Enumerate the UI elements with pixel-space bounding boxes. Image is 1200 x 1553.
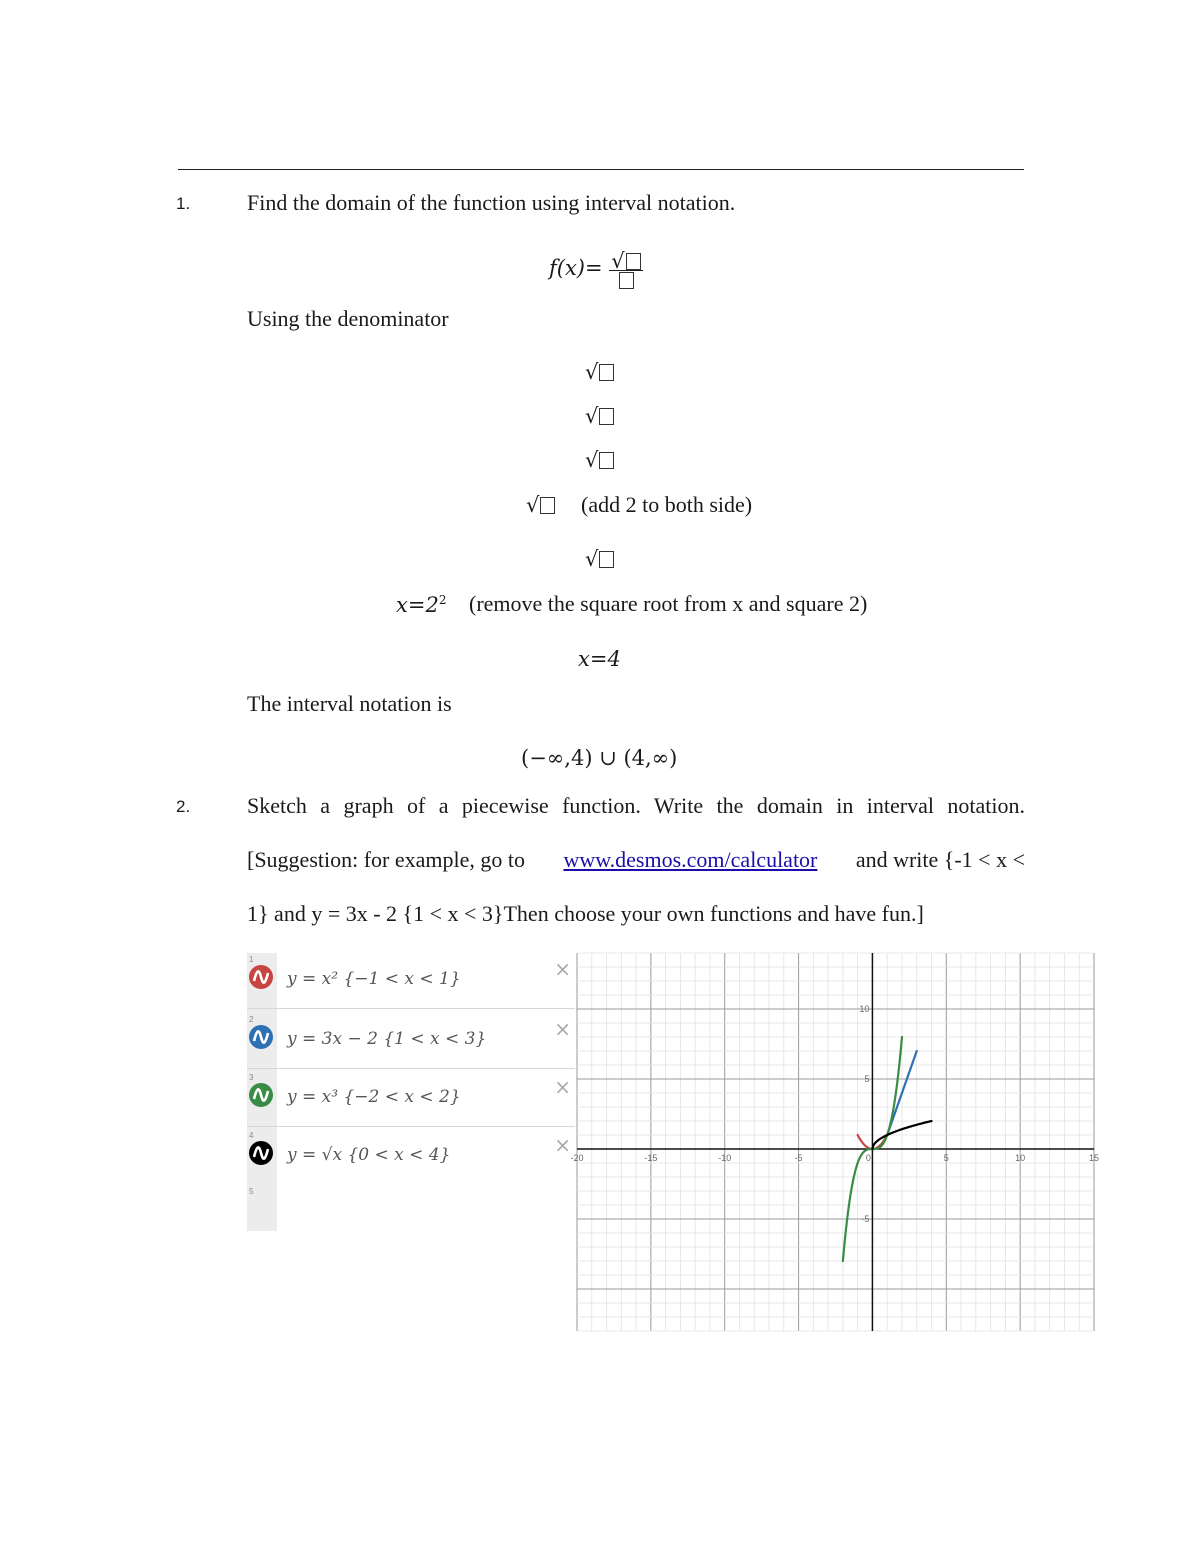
x-tick-label: 10 (1015, 1153, 1026, 1163)
step-6-base: x=2 (396, 593, 439, 617)
x-tick-label: 5 (943, 1153, 949, 1163)
expression-separator (247, 1126, 575, 1127)
expression-index: 3 (249, 1073, 254, 1082)
x-tick-label: -15 (644, 1153, 658, 1163)
empty-expression-index: 5 (249, 1187, 254, 1196)
suggestion-line-2: 1} and y = 3x - 2 {1 < x < 3}Then choose your own functions and have fun.] (247, 901, 924, 926)
delete-expression-icon[interactable]: × (554, 1017, 571, 1041)
expression-separator (247, 1008, 575, 1009)
y-tick-label: 5 (864, 1074, 870, 1084)
function-lhs: f(x)= (549, 256, 603, 280)
expression-separator (247, 1068, 575, 1069)
question-1-number: 1. (176, 194, 191, 213)
suggestion-post: and write {-1 < x < (855, 847, 1025, 872)
fraction-numerator: √ (609, 252, 642, 271)
step-6-exponent: 2 (438, 593, 447, 607)
x-tick-label: -20 (570, 1153, 584, 1163)
expression-row-4[interactable] (247, 1129, 575, 1185)
graph-toggle-icon[interactable] (249, 1083, 273, 1107)
y-tick-label: 10 (859, 1004, 870, 1014)
step-4-note: (add 2 to both side) (581, 492, 753, 517)
expression-index: 1 (249, 955, 254, 964)
step-3-radical: √ (585, 448, 614, 472)
graph-toggle-icon[interactable] (249, 1025, 273, 1049)
expression-row-3[interactable] (247, 1071, 575, 1127)
x-tick-label: 15 (1088, 1153, 1100, 1163)
step-6-equation (396, 593, 446, 617)
suggestion-line-1 (247, 847, 1025, 873)
y-tick-label: -5 (861, 1214, 870, 1224)
step-2-radical: √ (585, 404, 614, 428)
desmos-expression-panel (247, 953, 575, 1231)
expression-row-1[interactable] (247, 953, 575, 1009)
step-1-radical: √ (585, 360, 614, 384)
question-2-prompt: Sketch a graph of a piecewise function. Write the domain in interval notation. (247, 793, 1025, 818)
question-1-prompt: Find the domain of the function using interval notation. (247, 190, 736, 215)
header-rule (178, 169, 1024, 170)
function-fraction (609, 249, 642, 289)
step-7-equation: x=4 (578, 647, 621, 671)
delete-expression-icon[interactable]: × (554, 1133, 571, 1157)
x-tick-label: 0 (865, 1153, 871, 1163)
expression-index: 4 (249, 1131, 254, 1140)
x-tick-label: -10 (718, 1153, 732, 1163)
delete-expression-icon[interactable]: × (554, 1075, 571, 1099)
expression-text[interactable]: y = √x {0 < x < 4} (287, 1145, 451, 1165)
interval-intro-text: The interval notation is (247, 691, 452, 716)
graph-toggle-icon[interactable] (249, 1141, 273, 1165)
interval-answer: (−∞,4) ∪ (4,∞) (521, 746, 678, 770)
x-tick-label: -5 (794, 1153, 803, 1163)
expression-row-2[interactable] (247, 1013, 575, 1069)
expression-text[interactable]: y = x² {−1 < x < 1} (287, 969, 461, 989)
using-denominator-text: Using the denominator (247, 306, 449, 331)
delete-expression-icon[interactable]: × (554, 957, 571, 981)
step-5-radical: √ (585, 547, 614, 571)
expression-index: 2 (249, 1015, 254, 1024)
desmos-link[interactable]: www.desmos.com/calculator (563, 847, 818, 872)
expression-text[interactable]: y = x³ {−2 < x < 2} (287, 1087, 461, 1107)
suggestion-pre: [Suggestion: for example, go to (247, 847, 526, 872)
question-2-number: 2. (176, 797, 191, 816)
step-6-note: (remove the square root from x and square 2) (469, 591, 868, 616)
step-4-radical: √ (526, 493, 555, 517)
function-definition (549, 249, 643, 289)
desmos-graph[interactable] (570, 953, 1100, 1331)
expression-text[interactable]: y = 3x − 2 {1 < x < 3} (287, 1029, 487, 1049)
graph-toggle-icon[interactable] (249, 965, 273, 989)
fraction-denominator (609, 271, 642, 289)
